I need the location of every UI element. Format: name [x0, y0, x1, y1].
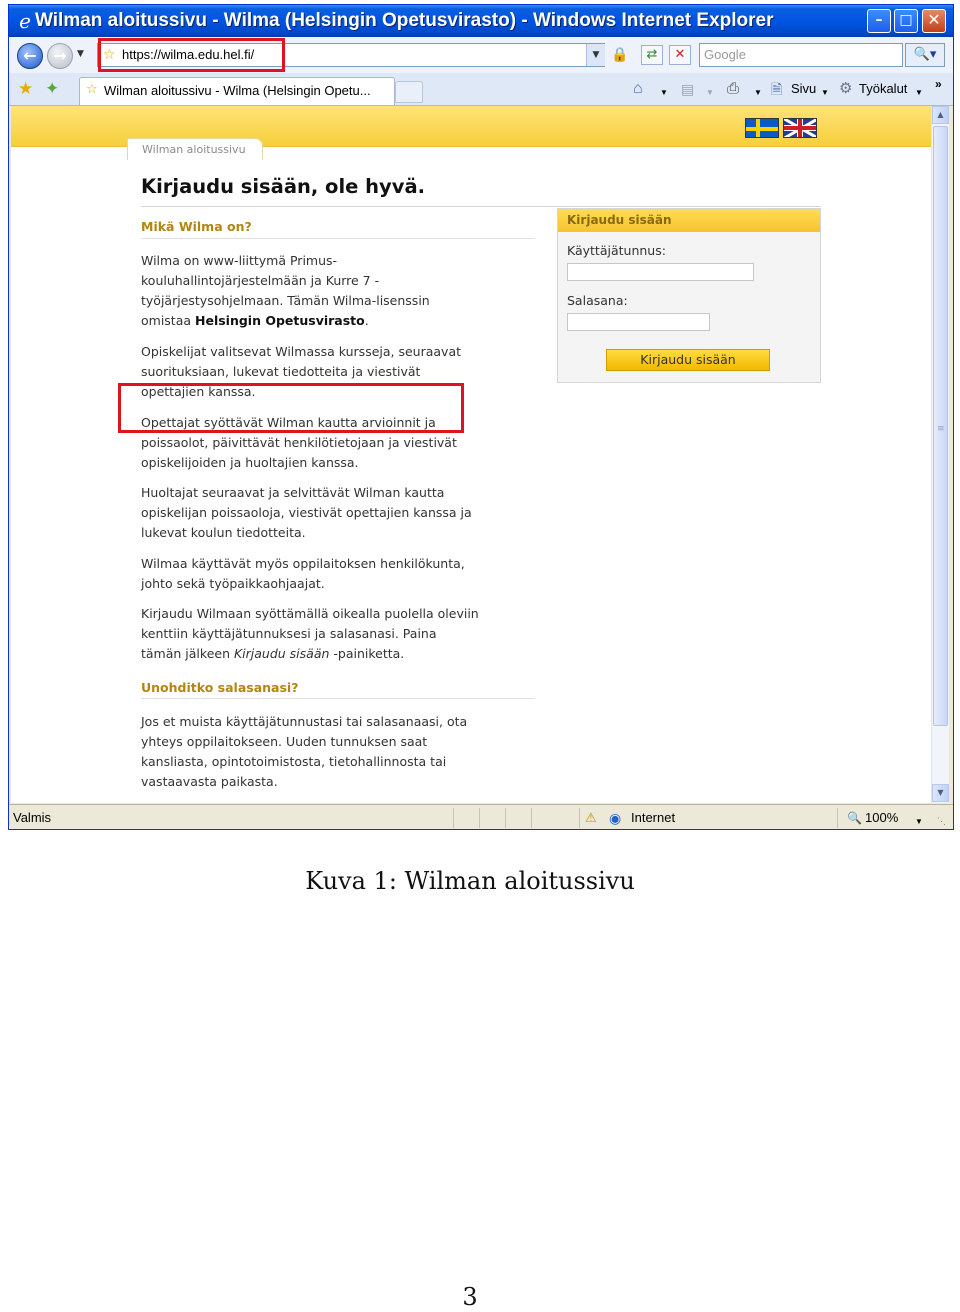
- feeds-icon[interactable]: ▤: [681, 81, 695, 97]
- uk-flag-icon[interactable]: [783, 118, 817, 138]
- scroll-up-button[interactable]: ▲: [932, 106, 949, 124]
- tools-dropdown-icon[interactable]: ▼: [915, 88, 923, 97]
- what-is-wilma-heading: Mikä Wilma on?: [141, 219, 252, 234]
- tab-toolbar: [9, 73, 953, 106]
- status-divider: [837, 808, 838, 828]
- login-title: Kirjaudu sisään: [567, 213, 672, 227]
- page-dropdown-icon[interactable]: ▼: [821, 88, 829, 97]
- login-panel-header: [558, 209, 820, 232]
- status-divider: [479, 808, 480, 828]
- owner-suffix: .: [364, 313, 369, 328]
- breadcrumb-tab: [127, 138, 263, 160]
- forgot-line: vastaavasta paikasta.: [141, 774, 278, 789]
- tools-gear-icon[interactable]: ⚙: [839, 80, 853, 97]
- address-input[interactable]: https://wilma.edu.hel.fi/: [122, 47, 255, 62]
- paragraph-line: Wilmaa käyttävät myös oppilaitoksen henkilökunta,: [141, 556, 465, 571]
- tab-label: Wilman aloitussivu - Wilma (Helsingin Opetu...: [104, 83, 371, 98]
- page-number: 3: [462, 1283, 478, 1311]
- username-field[interactable]: [567, 263, 754, 281]
- zoom-level[interactable]: 100%: [865, 810, 899, 825]
- status-divider: [453, 808, 454, 828]
- figure-caption: Kuva 1: Wilman aloitussivu: [305, 867, 635, 895]
- status-divider: [579, 808, 580, 828]
- favorite-star-icon: ☆: [103, 47, 116, 63]
- page-viewport: [11, 106, 931, 803]
- status-divider: [505, 808, 506, 828]
- password-label: Salasana:: [567, 293, 628, 308]
- intro-line: Wilma on www-liittymä Primus-: [141, 253, 338, 268]
- paragraph-line: opettajien kanssa.: [141, 384, 256, 399]
- paragraph-line: Opiskelijat valitsevat Wilmassa kursseja, seuraavat: [141, 344, 462, 359]
- back-button[interactable]: [17, 43, 43, 69]
- status-bar: [9, 804, 953, 830]
- tab-active[interactable]: [79, 77, 395, 105]
- instruction-suffix: -painiketta.: [329, 646, 405, 661]
- title-bar: [9, 5, 953, 37]
- intro-line: työjärjestysohjelmaan. Tämän Wilma-lisenssin: [141, 293, 430, 308]
- paragraph-line: Huoltajat seuraavat ja selvittävät Wilman kautta: [141, 485, 445, 500]
- lock-icon[interactable]: 🔒: [611, 47, 629, 63]
- resize-grip-icon[interactable]: ⋱: [937, 816, 946, 826]
- search-input[interactable]: Google: [704, 47, 746, 62]
- username-label: Käyttäjätunnus:: [567, 243, 666, 258]
- protected-mode-icon[interactable]: ⚠: [585, 810, 597, 825]
- instruction-line: kenttiin käyttäjätunnuksesi ja salasanasi. Paina: [141, 626, 437, 641]
- print-icon[interactable]: ⎙: [727, 80, 740, 97]
- chevron-more-icon[interactable]: »: [935, 77, 942, 91]
- paragraph-line: johto sekä työpaikkaohjaajat.: [141, 576, 325, 591]
- url-highlight-box: [98, 38, 285, 72]
- intro-line: kouluhallintojärjestelmään ja Kurre 7 -: [141, 273, 380, 288]
- forgot-password-heading: Unohditko salasanasi?: [141, 680, 299, 695]
- forward-button[interactable]: [47, 43, 73, 69]
- breadcrumb: Wilman aloitussivu: [142, 143, 246, 156]
- vertical-scrollbar[interactable]: [931, 106, 949, 803]
- close-button[interactable]: ✕: [922, 9, 946, 33]
- page-menu-button[interactable]: Sivu: [791, 81, 817, 96]
- login-button[interactable]: Kirjaudu sisään: [606, 349, 770, 371]
- window-title: Wilman aloitussivu - Wilma (Helsingin Opetusvirasto) - Windows Internet Explorer: [35, 10, 774, 31]
- search-box[interactable]: [699, 43, 903, 67]
- zoom-dropdown-icon[interactable]: ▼: [915, 817, 923, 826]
- minimize-button[interactable]: –: [867, 9, 891, 33]
- owner-name: Helsingin Opetusvirasto: [195, 313, 365, 328]
- heading-divider: [141, 206, 821, 207]
- address-dropdown-icon[interactable]: ▼: [586, 44, 605, 66]
- security-zone[interactable]: Internet: [631, 810, 676, 825]
- scroll-down-button[interactable]: ▼: [932, 784, 949, 802]
- forward-arrow-icon: →: [53, 46, 67, 65]
- swedish-flag-icon[interactable]: [745, 118, 779, 138]
- refresh-icon: ⇄: [646, 47, 658, 62]
- stop-icon: ✕: [674, 47, 686, 62]
- feeds-dropdown-icon[interactable]: ▼: [706, 88, 714, 97]
- status-divider: [531, 808, 532, 828]
- ie-logo-icon: e: [19, 9, 31, 33]
- zoom-icon[interactable]: 🔍: [847, 811, 862, 825]
- favorite-star-icon: ☆: [86, 82, 98, 97]
- paragraph-line: opiskelijan poissaoloja, viestivät opettajien kanssa ja: [141, 505, 472, 520]
- maximize-button[interactable]: □: [894, 9, 918, 33]
- add-favorite-icon[interactable]: ✦: [45, 79, 60, 99]
- scroll-grip-icon: ≡: [937, 424, 945, 434]
- password-field[interactable]: [567, 313, 710, 331]
- history-dropdown-icon[interactable]: ▼: [77, 49, 84, 59]
- login-panel: [557, 208, 821, 383]
- search-icon: 🔍▾: [913, 47, 937, 62]
- favorites-center-icon[interactable]: ★: [18, 79, 34, 99]
- paragraph-line: opiskelijoiden ja huoltajien kanssa.: [141, 455, 359, 470]
- search-button[interactable]: [905, 43, 945, 67]
- page-title: Kirjaudu sisään, ole hyvä.: [141, 175, 426, 198]
- print-dropdown-icon[interactable]: ▼: [754, 88, 762, 97]
- forgot-line: Jos et muista käyttäjätunnustasi tai salasanaasi, ota: [141, 714, 468, 729]
- new-tab-button[interactable]: [395, 81, 423, 103]
- scroll-thumb[interactable]: [933, 126, 948, 726]
- instruction-emphasis: Kirjaudu sisään: [233, 646, 330, 661]
- page-icon[interactable]: 🗎: [771, 81, 783, 97]
- home-dropdown-icon[interactable]: ▼: [660, 88, 668, 97]
- status-text: Valmis: [13, 810, 52, 825]
- forgot-line: yhteys oppilaitokseen. Uuden tunnuksen saat: [141, 734, 428, 749]
- globe-icon: ◉: [609, 810, 622, 826]
- section-divider: [141, 238, 535, 239]
- instruction-prefix: tämän jälkeen: [141, 646, 234, 661]
- instruction-line: [141, 644, 404, 664]
- refresh-button[interactable]: [641, 45, 663, 65]
- paragraph-line: suorituksiaan, lukevat tiedotteita ja viestivät: [141, 364, 421, 379]
- paragraph-line: poissaolot, päivittävät henkilötietojaan ja viestivät: [141, 435, 457, 450]
- stop-button[interactable]: [669, 45, 691, 65]
- back-arrow-icon: ←: [23, 46, 37, 65]
- paragraph-line: lukevat koulun tiedotteita.: [141, 525, 306, 540]
- paragraph-line: Opettajat syöttävät Wilman kautta arvioinnit ja: [141, 415, 436, 430]
- owner-line: [141, 311, 369, 331]
- license-highlight-box: [118, 383, 464, 433]
- forgot-line: kansliasta, opintotoimistosta, tietohallinnosta tai: [141, 754, 447, 769]
- owner-prefix: omistaa: [141, 313, 196, 328]
- tools-menu-button[interactable]: Työkalut: [859, 81, 908, 96]
- instruction-line: Kirjaudu Wilmaan syöttämällä oikealla puolella oleviin: [141, 606, 479, 621]
- section-divider: [141, 698, 535, 699]
- home-icon[interactable]: ⌂: [633, 80, 643, 97]
